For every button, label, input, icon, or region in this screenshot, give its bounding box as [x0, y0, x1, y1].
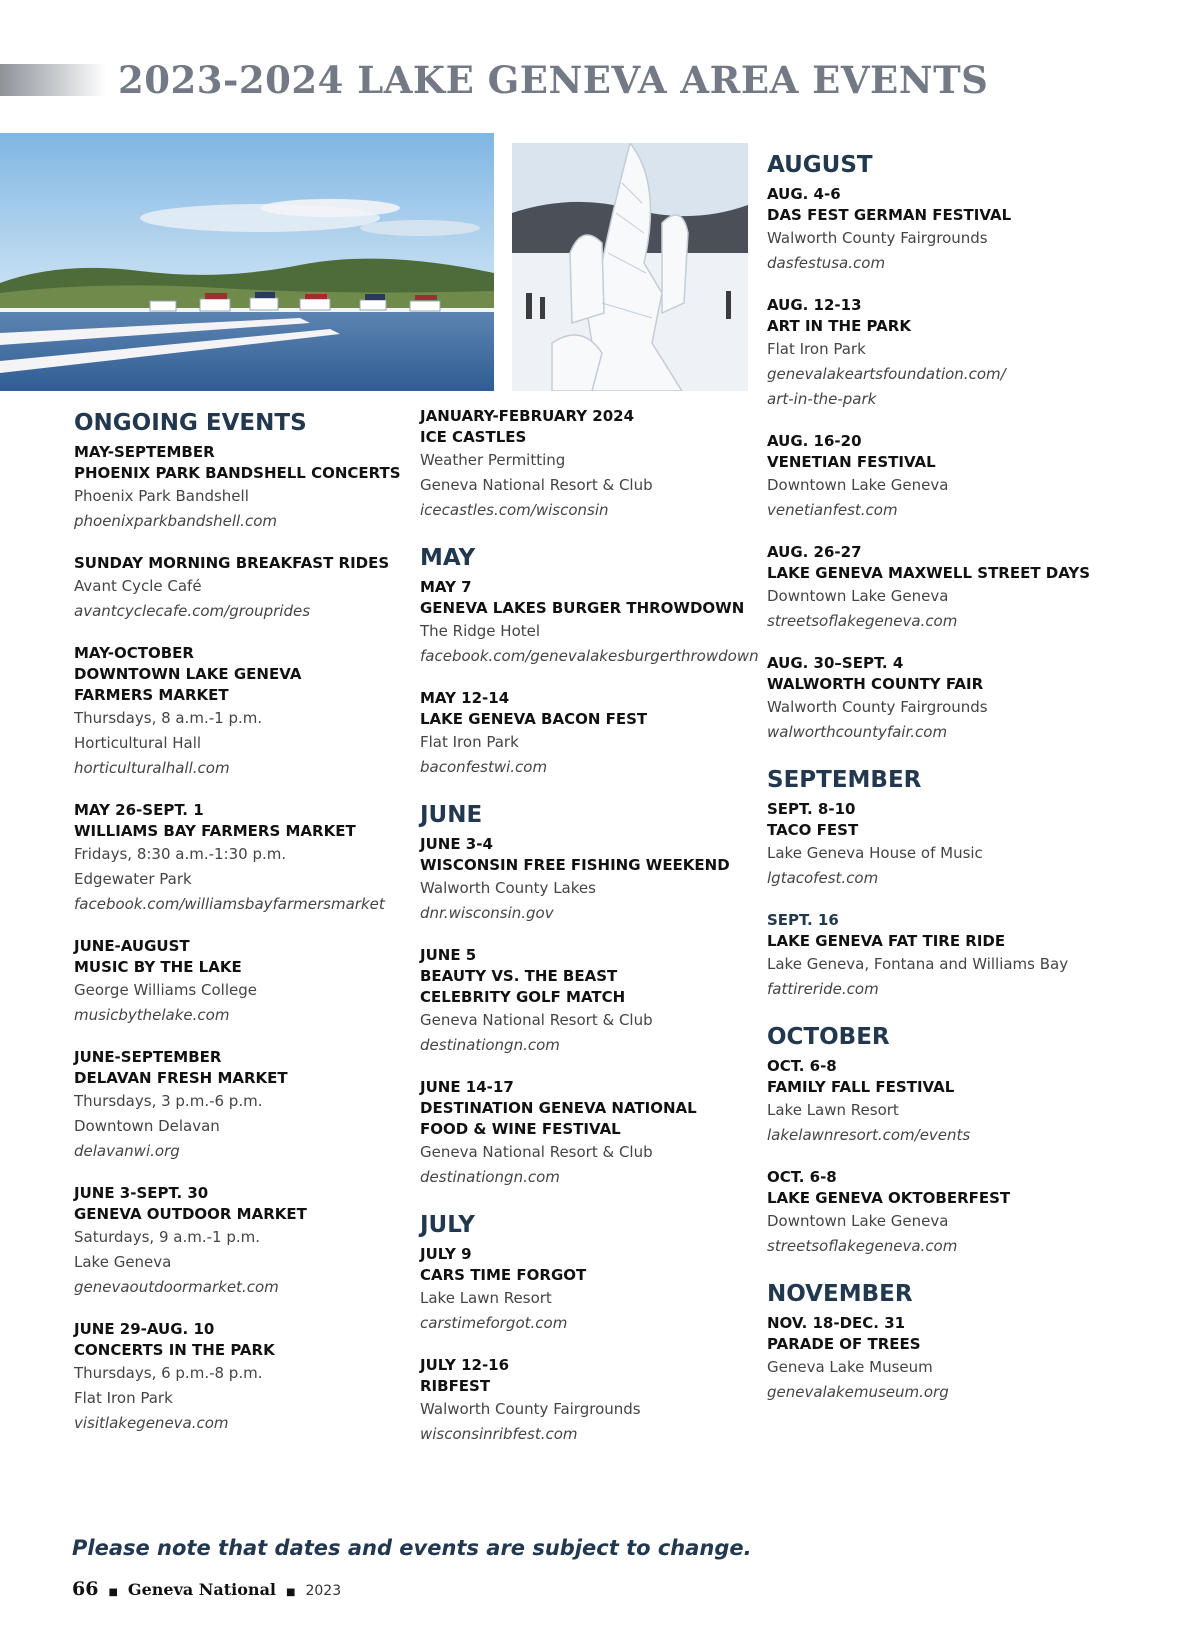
event-website: destinationgn.com: [420, 1168, 560, 1186]
event-website: lakelawnresort.com/events: [767, 1126, 971, 1144]
event-name: PARADE OF TREES: [767, 1335, 921, 1353]
event-detail: Fridays, 8:30 a.m.-1:30 p.m.: [74, 845, 287, 863]
event-detail: Flat Iron Park: [420, 733, 519, 751]
event-item: [767, 184, 1167, 276]
event-detail: The Ridge Hotel: [420, 622, 541, 640]
event-item: [74, 553, 414, 624]
event-detail: Downtown Delavan: [74, 1117, 220, 1135]
event-item: [420, 945, 750, 1058]
event-date: OCT. 6-8: [767, 1168, 837, 1186]
section-title: MAY: [420, 545, 476, 571]
event-detail: Phoenix Park Bandshell: [74, 487, 249, 505]
event-website: facebook.com/williamsbayfarmersmarket: [74, 895, 385, 913]
event-website: carstimeforgot.com: [420, 1314, 568, 1332]
event-website: avantcyclecafe.com/grouprides: [74, 602, 311, 620]
event-item: [74, 800, 414, 917]
event-detail: Lake Geneva, Fontana and Williams Bay: [767, 955, 1069, 973]
event-name: DOWNTOWN LAKE GENEVA FARMERS MARKET: [74, 665, 302, 704]
event-date: SEPT. 16: [767, 911, 839, 929]
event-website: icecastles.com/wisconsin: [420, 501, 609, 519]
event-section: [420, 1212, 750, 1447]
event-name: DAS FEST GERMAN FESTIVAL: [767, 206, 1012, 224]
event-name: ART IN THE PARK: [767, 317, 911, 335]
event-detail: Flat Iron Park: [767, 340, 866, 358]
section-title: OCTOBER: [767, 1024, 890, 1050]
event-date: NOV. 18-DEC. 31: [767, 1314, 906, 1332]
event-website: baconfestwi.com: [420, 758, 548, 776]
event-item: [420, 1077, 750, 1190]
event-detail: Horticultural Hall: [74, 734, 202, 752]
event-date: MAY 12-14: [420, 689, 510, 707]
event-item: [420, 688, 750, 780]
event-section: [767, 1281, 1167, 1405]
event-website: walworthcountyfair.com: [767, 723, 948, 741]
event-name: LAKE GENEVA MAXWELL STREET DAYS: [767, 564, 1091, 582]
event-date: SEPT. 8-10: [767, 800, 856, 818]
event-section: [767, 767, 1167, 1002]
event-website: phoenixparkbandshell.com: [74, 512, 277, 530]
event-item: [767, 295, 1167, 412]
event-item: [420, 406, 750, 523]
section-title: NOVEMBER: [767, 1281, 913, 1307]
event-date: JANUARY-FEBRUARY 2024: [420, 407, 635, 425]
event-detail: Walworth County Fairgrounds: [420, 1400, 641, 1418]
event-detail: Lake Lawn Resort: [767, 1101, 899, 1119]
event-detail: Lake Geneva House of Music: [767, 844, 983, 862]
event-item: [767, 653, 1167, 745]
footer-separator-icon: ■: [286, 1587, 296, 1598]
event-name: PHOENIX PARK BANDSHELL CONCERTS: [74, 464, 401, 482]
event-item: [74, 936, 414, 1028]
event-item: [420, 577, 759, 669]
event-date: JUNE 14-17: [420, 1078, 514, 1096]
event-name: DELAVAN FRESH MARKET: [74, 1069, 288, 1087]
event-name: CARS TIME FORGOT: [420, 1266, 587, 1284]
event-date: MAY 26-SEPT. 1: [74, 801, 204, 819]
event-website: wisconsinribfest.com: [420, 1425, 578, 1443]
event-website: lgtacofest.com: [767, 869, 879, 887]
event-date: MAY-SEPTEMBER: [74, 443, 215, 461]
event-detail: Flat Iron Park: [74, 1389, 173, 1407]
event-detail: Edgewater Park: [74, 870, 192, 888]
footer-separator-icon: ■: [108, 1587, 118, 1598]
event-item: [74, 643, 414, 781]
event-detail: George Williams College: [74, 981, 257, 999]
event-name: LAKE GENEVA OKTOBERFEST: [767, 1189, 1011, 1207]
event-name: VENETIAN FESTIVAL: [767, 453, 936, 471]
column-winter-summer: [420, 406, 759, 1469]
event-item: [74, 442, 414, 534]
event-detail: Thursdays, 3 p.m.-6 p.m.: [74, 1092, 263, 1110]
event-website: visitlakegeneva.com: [74, 1414, 229, 1432]
footer-year: 2023: [305, 1583, 342, 1599]
event-name: TACO FEST: [767, 821, 859, 839]
event-item: [767, 1056, 1167, 1148]
event-date: AUG. 4-6: [767, 185, 841, 203]
column-ongoing: [74, 410, 414, 1458]
marina-photo: [0, 133, 494, 391]
event-name: WILLIAMS BAY FARMERS MARKET: [74, 822, 356, 840]
event-item: [767, 799, 1167, 891]
event-website: streetsoflakegeneva.com: [767, 612, 958, 630]
event-item: [767, 542, 1167, 634]
event-detail: Geneva National Resort & Club: [420, 1011, 653, 1029]
event-date: JUNE-AUGUST: [74, 937, 190, 955]
event-website: fattireride.com: [767, 980, 879, 998]
event-section: [74, 410, 414, 1436]
event-item: [74, 1047, 414, 1164]
event-date: JULY 12-16: [420, 1356, 510, 1374]
event-detail: Thursdays, 8 a.m.-1 p.m.: [74, 709, 263, 727]
section-title: ONGOING EVENTS: [74, 410, 307, 436]
column-late-year: [767, 152, 1167, 1427]
event-website: delavanwi.org: [74, 1142, 180, 1160]
event-name: ICE CASTLES: [420, 428, 527, 446]
event-detail: Lake Geneva: [74, 1253, 172, 1271]
event-website: horticulturalhall.com: [74, 759, 230, 777]
event-detail: Geneva National Resort & Club: [420, 476, 653, 494]
event-section: [767, 152, 1167, 745]
event-item: [767, 1167, 1167, 1259]
event-name: LAKE GENEVA BACON FEST: [420, 710, 648, 728]
event-detail: Downtown Lake Geneva: [767, 476, 949, 494]
event-item: [420, 1244, 750, 1336]
event-name: SUNDAY MORNING BREAKFAST RIDES: [74, 554, 390, 572]
event-item: [74, 1319, 414, 1436]
event-date: JUNE 3-SEPT. 30: [74, 1184, 209, 1202]
event-name: DESTINATION GENEVA NATIONAL FOOD & WINE FESTIVAL: [420, 1099, 697, 1138]
event-date: OCT. 6-8: [767, 1057, 837, 1075]
event-website: musicbythelake.com: [74, 1006, 230, 1024]
section-title: SEPTEMBER: [767, 767, 922, 793]
event-section: [420, 406, 750, 523]
event-date: JUNE 5: [420, 946, 477, 964]
event-name: RIBFEST: [420, 1377, 491, 1395]
header-accent-bar: [0, 64, 106, 96]
event-date: AUG. 12-13: [767, 296, 862, 314]
event-name: LAKE GENEVA FAT TIRE RIDE: [767, 932, 1006, 950]
event-date: JUNE-SEPTEMBER: [74, 1048, 222, 1066]
event-date: MAY-OCTOBER: [74, 644, 194, 662]
disclaimer-note: Please note that dates and events are subject to change.: [72, 1536, 752, 1560]
event-detail: Geneva Lake Museum: [767, 1358, 933, 1376]
section-title: JULY: [420, 1212, 475, 1238]
event-section: [767, 1024, 1167, 1259]
event-website: destinationgn.com: [420, 1036, 560, 1054]
event-detail: Downtown Lake Geneva: [767, 1212, 949, 1230]
page-title: 2023-2024 LAKE GENEVA AREA EVENTS: [118, 58, 989, 102]
event-date: MAY 7: [420, 578, 472, 596]
event-website: venetianfest.com: [767, 501, 898, 519]
event-date: JUNE 29-AUG. 10: [74, 1320, 215, 1338]
event-website: streetsoflakegeneva.com: [767, 1237, 958, 1255]
event-detail: Weather Permitting: [420, 451, 566, 469]
event-date: AUG. 16-20: [767, 432, 862, 450]
event-name: CONCERTS IN THE PARK: [74, 1341, 275, 1359]
event-name: MUSIC BY THE LAKE: [74, 958, 242, 976]
event-name: GENEVA LAKES BURGER THROWDOWN: [420, 599, 745, 617]
event-name: WALWORTH COUNTY FAIR: [767, 675, 984, 693]
event-section: [420, 545, 759, 780]
page-footer: [72, 1578, 341, 1600]
event-item: [420, 1355, 750, 1447]
event-date: AUG. 30–SEPT. 4: [767, 654, 904, 672]
event-date: JUNE 3-4: [420, 835, 493, 853]
event-detail: Walworth County Fairgrounds: [767, 698, 988, 716]
event-item: [767, 910, 1167, 1002]
event-detail: Downtown Lake Geneva: [767, 587, 949, 605]
event-item: [74, 1183, 414, 1300]
footer-brand: Geneva National: [127, 1580, 277, 1599]
section-title: JUNE: [420, 802, 483, 828]
snow-sculpture-photo: [512, 143, 748, 391]
event-detail: Lake Lawn Resort: [420, 1289, 552, 1307]
event-name: FAMILY FALL FESTIVAL: [767, 1078, 955, 1096]
event-item: [420, 834, 750, 926]
section-title: AUGUST: [767, 152, 873, 178]
event-website: genevalakeartsfoundation.com/ art-in-the-park: [767, 365, 1006, 408]
event-website: genevalakemuseum.org: [767, 1383, 949, 1401]
event-name: GENEVA OUTDOOR MARKET: [74, 1205, 307, 1223]
event-detail: Walworth County Lakes: [420, 879, 596, 897]
event-name: BEAUTY VS. THE BEAST CELEBRITY GOLF MATCH: [420, 967, 626, 1006]
event-detail: Saturdays, 9 a.m.-1 p.m.: [74, 1228, 260, 1246]
event-detail: Geneva National Resort & Club: [420, 1143, 653, 1161]
event-detail: Avant Cycle Café: [74, 577, 202, 595]
page-number: 66: [72, 1578, 99, 1600]
event-website: dasfestusa.com: [767, 254, 886, 272]
event-website: facebook.com/genevalakesburgerthrowdown: [420, 647, 759, 665]
event-section: [420, 802, 750, 1190]
event-website: dnr.wisconsin.gov: [420, 904, 554, 922]
event-website: genevaoutdoormarket.com: [74, 1278, 279, 1296]
event-date: JULY 9: [420, 1245, 472, 1263]
event-item: [767, 431, 1167, 523]
event-date: AUG. 26-27: [767, 543, 862, 561]
event-name: WISCONSIN FREE FISHING WEEKEND: [420, 856, 730, 874]
event-detail: Thursdays, 6 p.m.-8 p.m.: [74, 1364, 263, 1382]
event-detail: Walworth County Fairgrounds: [767, 229, 988, 247]
event-item: [767, 1313, 1167, 1405]
